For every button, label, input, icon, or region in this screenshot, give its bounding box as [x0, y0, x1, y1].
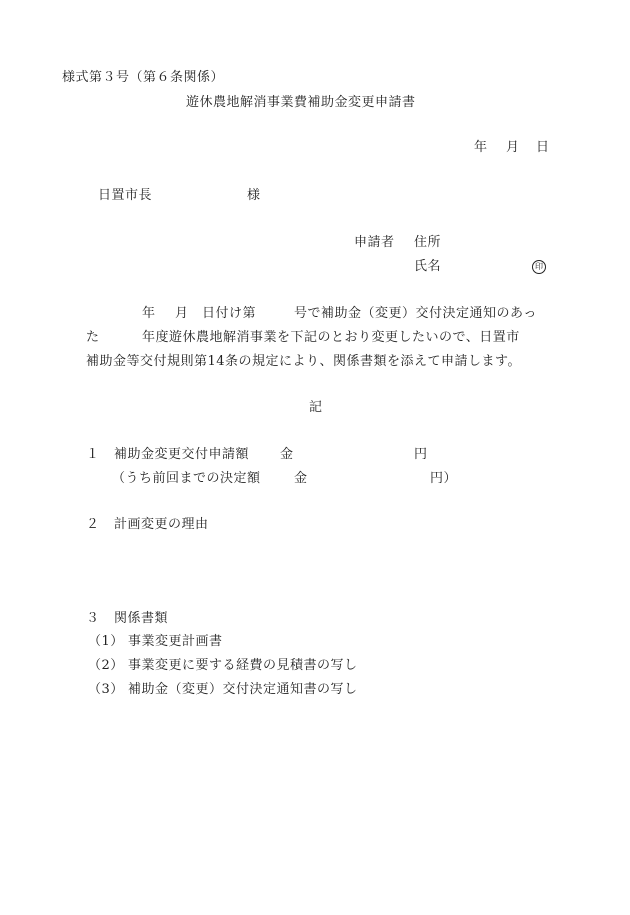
doc-3-number: （3） [88, 682, 124, 697]
item2-number: ２ [86, 517, 100, 532]
item1-label: 補助金変更交付申請額 [114, 447, 250, 462]
body-p2-rest: 年度遊休農地解消事業を下記のとおり変更したいので、日置市 [142, 330, 520, 345]
doc-3-text: 補助金（変更）交付決定通知書の写し [128, 682, 358, 697]
item1-sub-kin: 金 [294, 471, 308, 486]
applicant-name-label: 氏名 [414, 259, 442, 274]
item1-sub-yen: 円） [430, 471, 458, 486]
doc-2-number: （2） [88, 658, 124, 673]
document-title: 遊休農地解消事業費補助金変更申請書 [186, 95, 416, 110]
ki-heading: 記 [309, 400, 323, 415]
form-number: 様式第３号（第６条関係） [62, 70, 225, 85]
item1-number: １ [86, 447, 100, 462]
item1-sub-label: （うち前回までの決定額 [112, 471, 261, 486]
seal-icon: 印 [532, 260, 546, 274]
seal-mark [532, 259, 546, 275]
doc-1-text: 事業変更計画書 [128, 634, 223, 649]
date-year: 年 [474, 140, 488, 155]
item2-label: 計画変更の理由 [114, 517, 209, 532]
date-day: 日 [536, 140, 550, 155]
item1-yen: 円 [414, 447, 428, 462]
body-p3: 補助金等交付規則第14条の規定により、関係書類を添えて申請します。 [86, 354, 522, 369]
body-p1-month: 月 [175, 306, 189, 321]
applicant-label: 申請者 [354, 235, 395, 250]
doc-1-number: （1） [88, 634, 124, 649]
body-p2-start: た [86, 330, 100, 345]
doc-2-text: 事業変更に要する経費の見積書の写し [128, 658, 358, 673]
body-p1-year: 年 [142, 306, 156, 321]
addressee-honorific: 様 [247, 188, 261, 203]
item3-label: 関係書類 [114, 611, 169, 626]
body-p1-date: 日付け第 [202, 306, 257, 321]
body-p1-rest: 号で補助金（変更）交付決定通知のあっ [294, 306, 537, 321]
item1-kin: 金 [280, 447, 294, 462]
addressee-name: 日置市長 [98, 188, 153, 203]
applicant-address-label: 住所 [414, 235, 442, 250]
date-month: 月 [506, 140, 520, 155]
item3-number: ３ [86, 611, 100, 626]
